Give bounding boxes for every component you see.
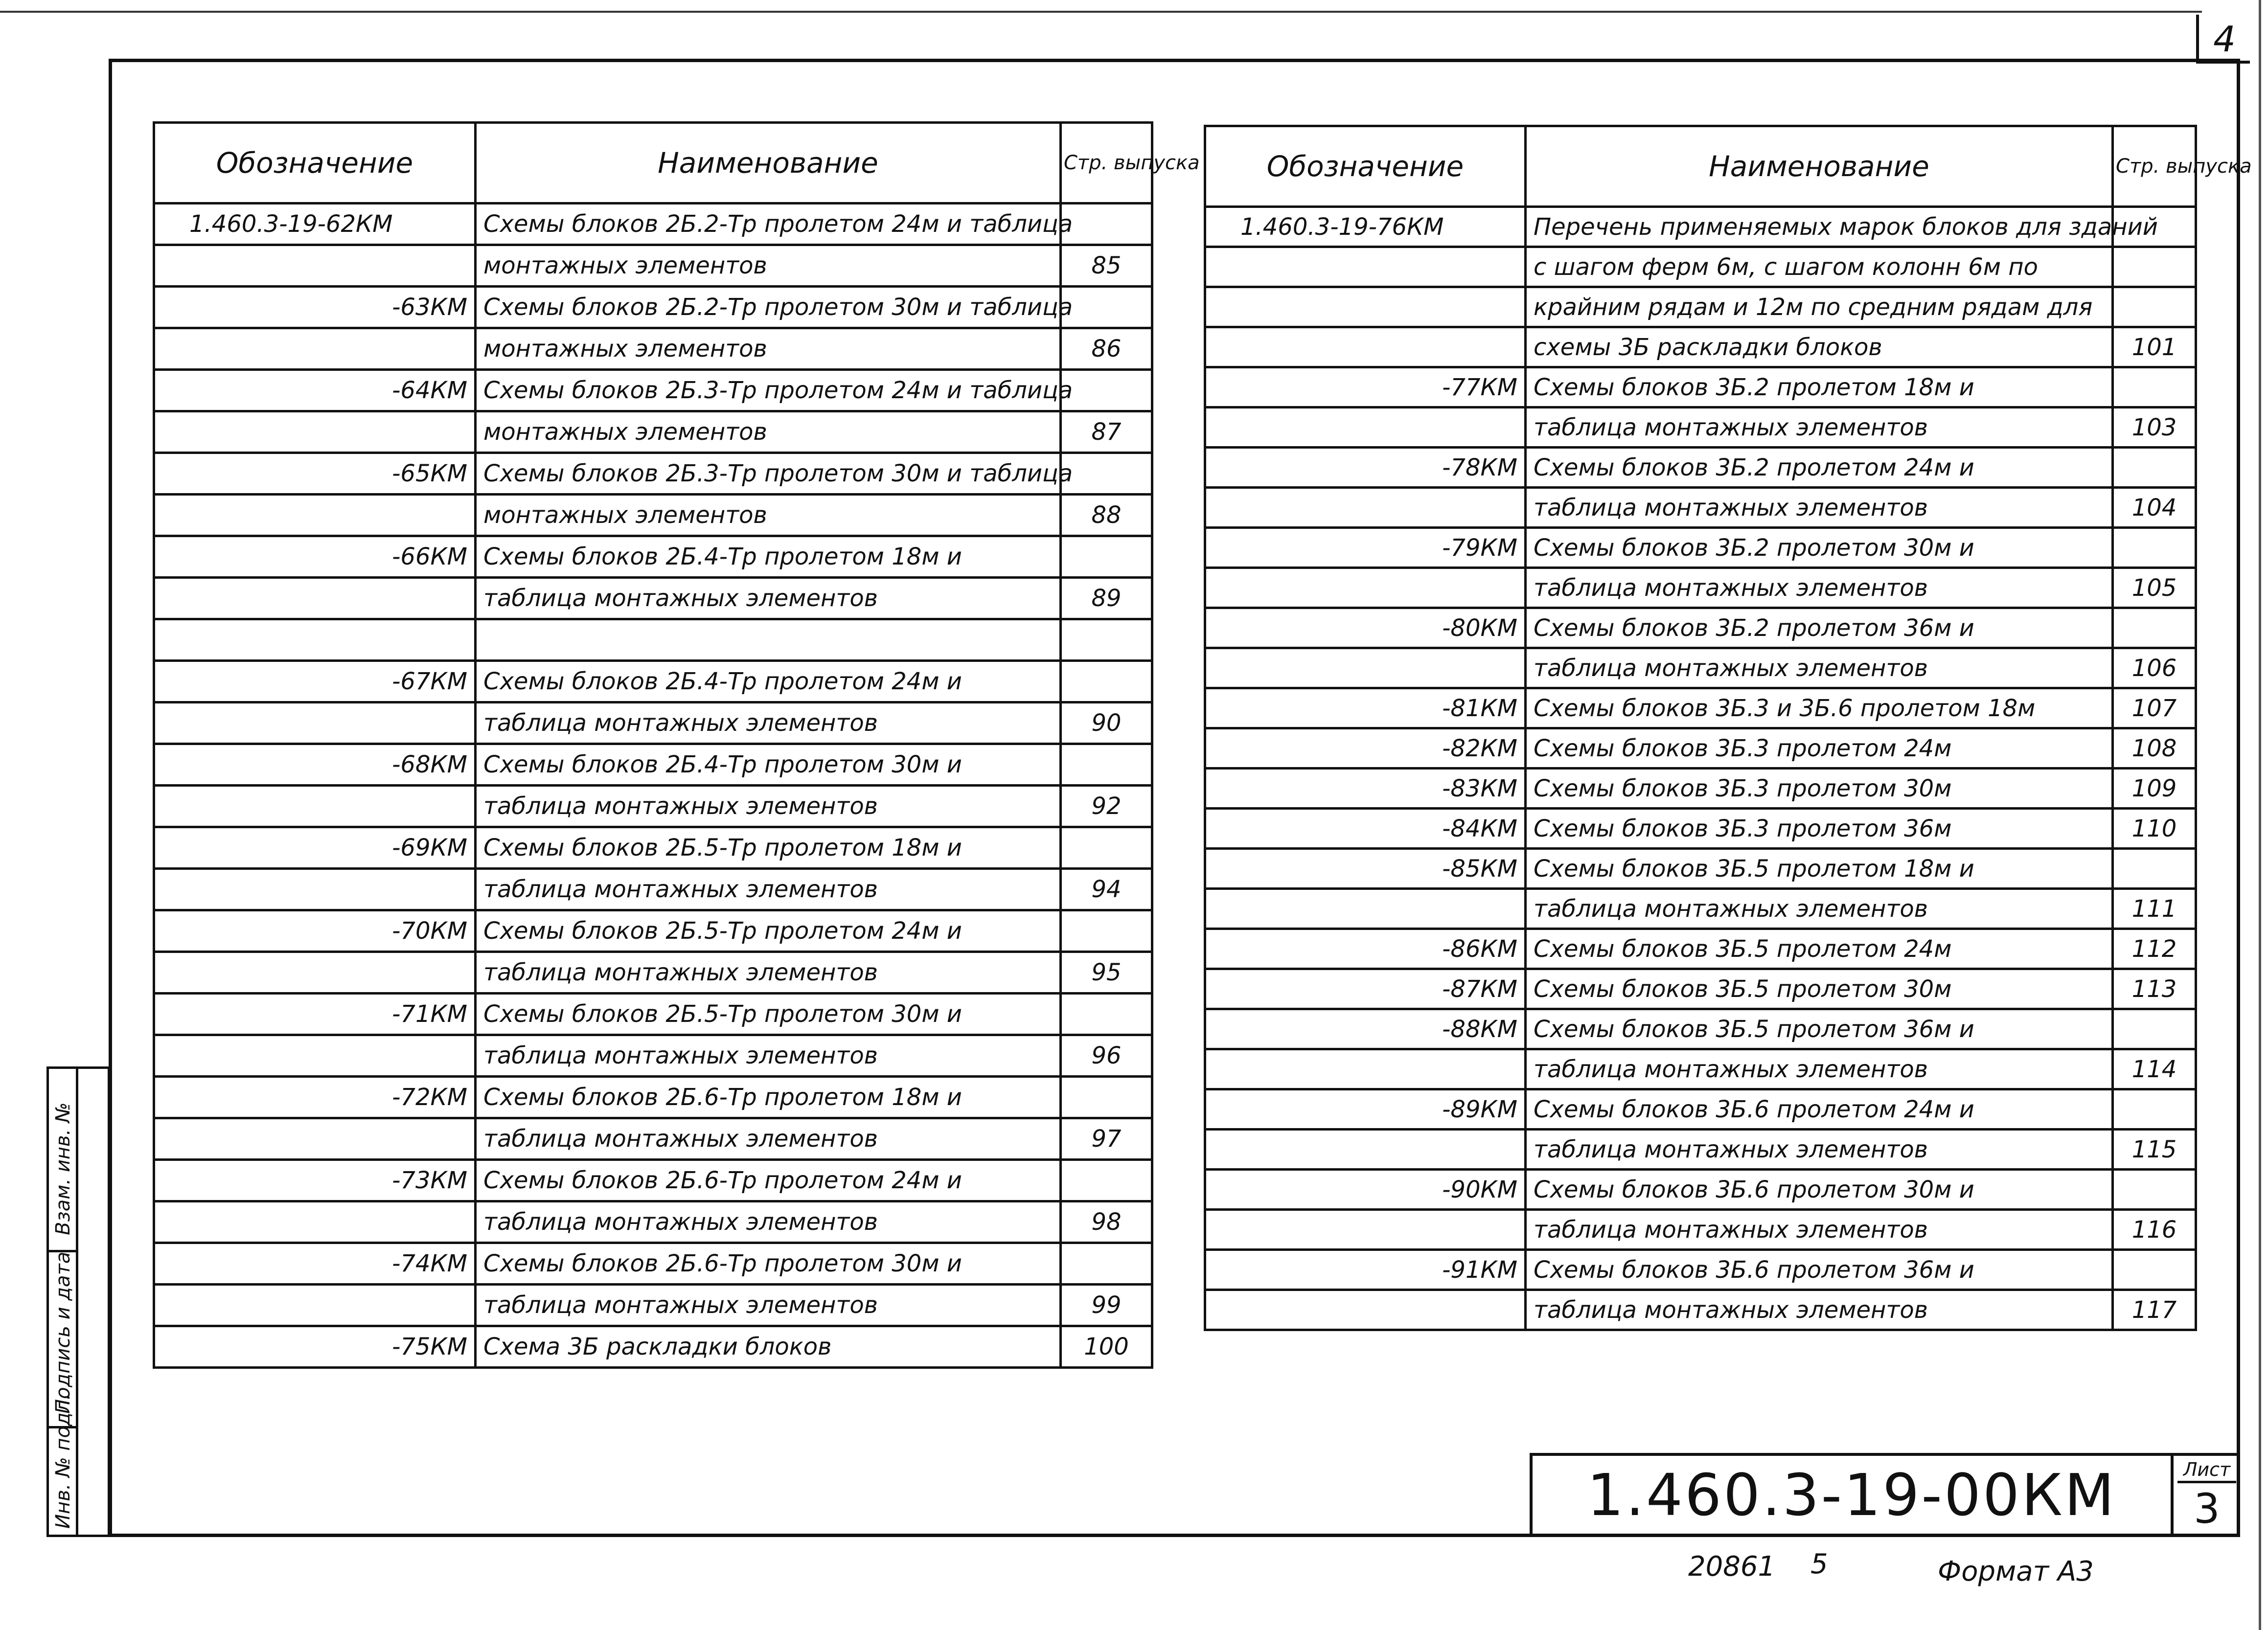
cell-name: Схемы блоков 2Б.5-Тр пролетом 24м и	[476, 910, 1061, 952]
cell-code	[1205, 889, 1526, 929]
sheet-label: Лист	[2177, 1456, 2236, 1483]
cell-name: Перечень применяемых марок блоков для зданий	[1526, 207, 2113, 247]
cell-name: схемы 3Б раскладки блоков	[1526, 327, 2113, 367]
table-row	[1205, 648, 2196, 688]
cell-name	[476, 619, 1061, 661]
cell-code	[1205, 488, 1526, 528]
table-row	[1205, 769, 2196, 809]
cell-name: Схемы блоков 3Б.5 пролетом 24м	[1526, 929, 2113, 969]
cell-page: 110	[2113, 809, 2196, 849]
table-row	[154, 245, 1152, 287]
cell-code: 1.460.3-19-76КМ	[1205, 207, 1526, 247]
table-row	[154, 1326, 1152, 1368]
cell-code: -80КМ	[1205, 608, 1526, 648]
cell-name: Схемы блоков 2Б.3-Тр пролетом 24м и таблица	[476, 370, 1061, 411]
cell-code: -70КМ	[154, 910, 476, 952]
table-row	[154, 952, 1152, 994]
table-row	[1205, 1089, 2196, 1130]
column-header-page: Стр. выпуска	[1061, 123, 1152, 204]
cell-code	[154, 1201, 476, 1243]
cell-code	[154, 952, 476, 994]
cell-name: Схемы блоков 3Б.3 пролетом 24м	[1526, 728, 2113, 769]
cell-page	[2113, 1250, 2196, 1290]
side-stamp	[46, 1066, 110, 1537]
column-header-code: Обозначение	[1205, 126, 1526, 207]
cell-code	[154, 578, 476, 619]
cell-code: -82КМ	[1205, 728, 1526, 769]
cell-name: Схемы блоков 2Б.5-Тр пролетом 18м и	[476, 827, 1061, 869]
cell-page: 107	[2113, 688, 2196, 728]
table-row	[1205, 568, 2196, 608]
cell-name: Схемы блоков 3Б.5 пролетом 30м	[1526, 969, 2113, 1009]
cell-code: -74КМ	[154, 1243, 476, 1285]
table-row	[154, 827, 1152, 869]
table-row	[1205, 929, 2196, 969]
cell-name: монтажных элементов	[476, 245, 1061, 287]
table-row	[1205, 408, 2196, 448]
cell-code: -88КМ	[1205, 1009, 1526, 1049]
table-row	[154, 1243, 1152, 1285]
table-row	[1205, 1009, 2196, 1049]
cell-page: 106	[2113, 648, 2196, 688]
cell-name: таблица монтажных элементов	[1526, 408, 2113, 448]
cell-name: Схемы блоков 2Б.3-Тр пролетом 30м и таблица	[476, 453, 1061, 495]
cell-code: -84КМ	[1205, 809, 1526, 849]
table-row	[154, 619, 1152, 661]
stamp-label-inventory-swap: Взам. инв. №	[52, 1102, 74, 1235]
sheet-number: 3	[2194, 1485, 2220, 1533]
cell-code: 1.460.3-19-62КМ	[154, 204, 476, 245]
table-row	[1205, 1130, 2196, 1170]
cell-name: Схемы блоков 3Б.3 пролетом 36м	[1526, 809, 2113, 849]
table-row	[154, 495, 1152, 536]
cell-page: 97	[1061, 1118, 1152, 1160]
cell-code	[1205, 648, 1526, 688]
cell-page	[1061, 453, 1152, 495]
cell-name: Схема 3Б раскладки блоков	[476, 1326, 1061, 1368]
cell-page: 117	[2113, 1290, 2196, 1330]
column-header-name: Наименование	[1526, 126, 2113, 207]
cell-name: таблица монтажных элементов	[476, 1035, 1061, 1077]
table-row	[1205, 849, 2196, 889]
cell-code	[154, 411, 476, 453]
sheet-right-edge	[2259, 0, 2261, 1630]
cell-code: -65КМ	[154, 453, 476, 495]
table-row	[1205, 688, 2196, 728]
cell-page	[1061, 744, 1152, 786]
cell-code: -85КМ	[1205, 849, 1526, 889]
cell-code: -63КМ	[154, 287, 476, 328]
cell-page: 109	[2113, 769, 2196, 809]
cell-page	[1061, 536, 1152, 578]
copy-number: 5	[1810, 1548, 1828, 1580]
cell-name: монтажных элементов	[476, 495, 1061, 536]
cell-code: -81КМ	[1205, 688, 1526, 728]
cell-page: 101	[2113, 327, 2196, 367]
cell-name: монтажных элементов	[476, 411, 1061, 453]
cell-page	[2113, 1170, 2196, 1210]
table-row	[154, 453, 1152, 495]
cell-page	[2113, 849, 2196, 889]
cell-page	[2113, 448, 2196, 488]
cell-page	[1061, 661, 1152, 702]
table-row	[154, 1118, 1152, 1160]
cell-code	[154, 328, 476, 370]
cell-page	[2113, 1089, 2196, 1130]
cell-page	[1061, 1243, 1152, 1285]
cell-name: таблица монтажных элементов	[476, 1285, 1061, 1326]
table-row	[154, 370, 1152, 411]
cell-page: 85	[1061, 245, 1152, 287]
cell-page	[2113, 1009, 2196, 1049]
cell-name: Схемы блоков 3Б.2 пролетом 36м и	[1526, 608, 2113, 648]
stamp-cell-inventory-swap	[49, 1069, 78, 1252]
cell-page: 103	[2113, 408, 2196, 448]
cell-name: Схемы блоков 3Б.5 пролетом 36м и	[1526, 1009, 2113, 1049]
cell-name: Схемы блоков 3Б.6 пролетом 30м и	[1526, 1170, 2113, 1210]
column-header-name: Наименование	[476, 123, 1061, 204]
cell-code: -67КМ	[154, 661, 476, 702]
right-contents-table	[1204, 125, 2252, 1331]
table-row	[1205, 728, 2196, 769]
title-block	[1530, 1453, 2240, 1537]
cell-page: 94	[1061, 869, 1152, 910]
cell-name: таблица монтажных элементов	[1526, 648, 2113, 688]
cell-page	[1061, 370, 1152, 411]
cell-name: Схемы блоков 2Б.2-Тр пролетом 30м и таблица	[476, 287, 1061, 328]
cell-page	[2113, 528, 2196, 568]
cell-page: 113	[2113, 969, 2196, 1009]
cell-page	[2113, 367, 2196, 408]
table-row	[1205, 889, 2196, 929]
table-row	[154, 1201, 1152, 1243]
cell-code: -77КМ	[1205, 367, 1526, 408]
cell-name: Схемы блоков 3Б.2 пролетом 18м и	[1526, 367, 2113, 408]
table-row	[1205, 1250, 2196, 1290]
table-row	[154, 287, 1152, 328]
cell-page	[1061, 287, 1152, 328]
cell-name: Схемы блоков 2Б.4-Тр пролетом 30м и	[476, 744, 1061, 786]
stamp-label-original-inventory: Инв. № подл.	[52, 1394, 74, 1529]
table-row	[154, 702, 1152, 744]
cell-code: -69КМ	[154, 827, 476, 869]
cell-code	[1205, 408, 1526, 448]
cell-page: 89	[1061, 578, 1152, 619]
cell-name: Схемы блоков 3Б.3 и 3Б.6 пролетом 18м	[1526, 688, 2113, 728]
cell-page: 98	[1061, 1201, 1152, 1243]
table-row	[1205, 969, 2196, 1009]
cell-name: Схемы блоков 2Б.5-Тр пролетом 30м и	[476, 994, 1061, 1035]
inventory-number: 20861	[1688, 1551, 1776, 1583]
table-row	[1205, 448, 2196, 488]
cell-code: -79КМ	[1205, 528, 1526, 568]
cell-name: таблица монтажных элементов	[476, 869, 1061, 910]
cell-code: -66КМ	[154, 536, 476, 578]
cell-code	[154, 786, 476, 827]
cell-page: 116	[2113, 1210, 2196, 1250]
cell-code	[154, 1035, 476, 1077]
table-row	[154, 910, 1152, 952]
table-row	[154, 744, 1152, 786]
table-row	[1205, 247, 2196, 287]
cell-code: -91КМ	[1205, 1250, 1526, 1290]
cell-page: 111	[2113, 889, 2196, 929]
table-row	[1205, 367, 2196, 408]
cell-code: -83КМ	[1205, 769, 1526, 809]
cell-page: 100	[1061, 1326, 1152, 1368]
cell-code: -71КМ	[154, 994, 476, 1035]
table-header-row	[1205, 126, 2196, 207]
cell-code	[154, 1285, 476, 1326]
format-label: Формат А3	[1938, 1556, 2094, 1587]
cell-page	[1061, 827, 1152, 869]
cell-page: 95	[1061, 952, 1152, 994]
cell-page: 99	[1061, 1285, 1152, 1326]
cell-code	[1205, 1290, 1526, 1330]
table-row	[154, 411, 1152, 453]
cell-name: крайним рядам и 12м по средним рядам для	[1526, 287, 2113, 327]
table-row	[1205, 608, 2196, 648]
cell-name: таблица монтажных элементов	[476, 1118, 1061, 1160]
cell-page: 105	[2113, 568, 2196, 608]
cell-name: Схемы блоков 3Б.2 пролетом 24м и	[1526, 448, 2113, 488]
stamp-label-signature-date: Подпись и дата	[52, 1251, 74, 1414]
cell-page	[1061, 994, 1152, 1035]
cell-code: -72КМ	[154, 1077, 476, 1118]
cell-code: -78КМ	[1205, 448, 1526, 488]
table-row	[154, 661, 1152, 702]
table-row	[154, 578, 1152, 619]
table-row	[154, 1035, 1152, 1077]
table-row	[1205, 809, 2196, 849]
table-row	[1205, 1049, 2196, 1089]
cell-code	[1205, 1130, 1526, 1170]
table-row	[154, 1160, 1152, 1201]
cell-code: -87КМ	[1205, 969, 1526, 1009]
cell-name: таблица монтажных элементов	[1526, 568, 2113, 608]
cell-page	[1061, 1077, 1152, 1118]
cell-name: таблица монтажных элементов	[476, 952, 1061, 994]
cell-code	[1205, 247, 1526, 287]
document-code: 1.460.3-19-00КМ	[1533, 1456, 2174, 1534]
cell-name: Схемы блоков 3Б.6 пролетом 36м и	[1526, 1250, 2113, 1290]
cell-code: -89КМ	[1205, 1089, 1526, 1130]
cell-page: 104	[2113, 488, 2196, 528]
cell-code: -68КМ	[154, 744, 476, 786]
cell-code: -86КМ	[1205, 929, 1526, 969]
table-row	[1205, 287, 2196, 327]
cell-page: 92	[1061, 786, 1152, 827]
cell-page: 112	[2113, 929, 2196, 969]
table-row	[1205, 1170, 2196, 1210]
cell-page: 108	[2113, 728, 2196, 769]
cell-name: Схемы блоков 3Б.2 пролетом 30м и	[1526, 528, 2113, 568]
cell-code	[154, 702, 476, 744]
cell-page: 96	[1061, 1035, 1152, 1077]
table-row	[154, 869, 1152, 910]
cell-name: таблица монтажных элементов	[476, 702, 1061, 744]
cell-code	[1205, 1210, 1526, 1250]
cell-name: таблица монтажных элементов	[1526, 1290, 2113, 1330]
column-header-code: Обозначение	[154, 123, 476, 204]
table-row	[154, 994, 1152, 1035]
cell-name: Схемы блоков 2Б.6-Тр пролетом 30м и	[476, 1243, 1061, 1285]
table-row	[1205, 1290, 2196, 1330]
cell-page: 88	[1061, 495, 1152, 536]
table-row	[1205, 488, 2196, 528]
cell-name: Схемы блоков 3Б.3 пролетом 30м	[1526, 769, 2113, 809]
cell-name: монтажных элементов	[476, 328, 1061, 370]
cell-name: таблица монтажных элементов	[476, 1201, 1061, 1243]
cell-name: таблица монтажных элементов	[1526, 1210, 2113, 1250]
cell-page	[2113, 247, 2196, 287]
cell-name: таблица монтажных элементов	[476, 578, 1061, 619]
cell-name: с шагом ферм 6м, с шагом колонн 6м по	[1526, 247, 2113, 287]
cell-name: Схемы блоков 2Б.2-Тр пролетом 24м и таблица	[476, 204, 1061, 245]
cell-page	[1061, 1160, 1152, 1201]
cell-code	[154, 869, 476, 910]
table-row	[154, 1077, 1152, 1118]
cell-code	[1205, 327, 1526, 367]
cell-code	[1205, 1049, 1526, 1089]
cell-name: Схемы блоков 3Б.5 пролетом 18м и	[1526, 849, 2113, 889]
cell-name: таблица монтажных элементов	[476, 786, 1061, 827]
cell-page	[2113, 287, 2196, 327]
table-row	[154, 1285, 1152, 1326]
left-contents-table	[153, 121, 1200, 1369]
cell-name: таблица монтажных элементов	[1526, 488, 2113, 528]
sheet-corner-number: 4	[2196, 15, 2250, 64]
cell-code: -73КМ	[154, 1160, 476, 1201]
table-row	[1205, 327, 2196, 367]
column-header-page: Стр. выпуска	[2113, 126, 2196, 207]
table-row	[154, 786, 1152, 827]
table-row	[154, 328, 1152, 370]
cell-code: -64КМ	[154, 370, 476, 411]
cell-page: 114	[2113, 1049, 2196, 1089]
cell-name: таблица монтажных элементов	[1526, 1130, 2113, 1170]
table-row	[154, 536, 1152, 578]
cell-name: таблица монтажных элементов	[1526, 1049, 2113, 1089]
cell-page: 90	[1061, 702, 1152, 744]
cell-page: 86	[1061, 328, 1152, 370]
cell-code	[154, 245, 476, 287]
stamp-cell-original-inventory	[49, 1394, 78, 1535]
table-header-row	[154, 123, 1152, 204]
cell-name: Схемы блоков 2Б.4-Тр пролетом 18м и	[476, 536, 1061, 578]
cell-page	[1061, 910, 1152, 952]
cell-name: таблица монтажных элементов	[1526, 889, 2113, 929]
cell-page	[1061, 619, 1152, 661]
cell-code	[154, 1118, 476, 1160]
cell-code	[154, 495, 476, 536]
table-row	[1205, 207, 2196, 247]
cell-name: Схемы блоков 3Б.6 пролетом 24м и	[1526, 1089, 2113, 1130]
sheet-top-edge	[0, 0, 2202, 13]
cell-page	[1061, 204, 1152, 245]
cell-name: Схемы блоков 2Б.6-Тр пролетом 24м и	[476, 1160, 1061, 1201]
cell-code: -75КМ	[154, 1326, 476, 1368]
cell-name: Схемы блоков 2Б.4-Тр пролетом 24м и	[476, 661, 1061, 702]
cell-code	[1205, 568, 1526, 608]
cell-page: 115	[2113, 1130, 2196, 1170]
cell-page: 87	[1061, 411, 1152, 453]
cell-code: -90КМ	[1205, 1170, 1526, 1210]
cell-code	[154, 619, 476, 661]
table-row	[154, 204, 1152, 245]
cell-name: Схемы блоков 2Б.6-Тр пролетом 18м и	[476, 1077, 1061, 1118]
cell-page	[2113, 608, 2196, 648]
table-row	[1205, 1210, 2196, 1250]
cell-code	[1205, 287, 1526, 327]
table-row	[1205, 528, 2196, 568]
